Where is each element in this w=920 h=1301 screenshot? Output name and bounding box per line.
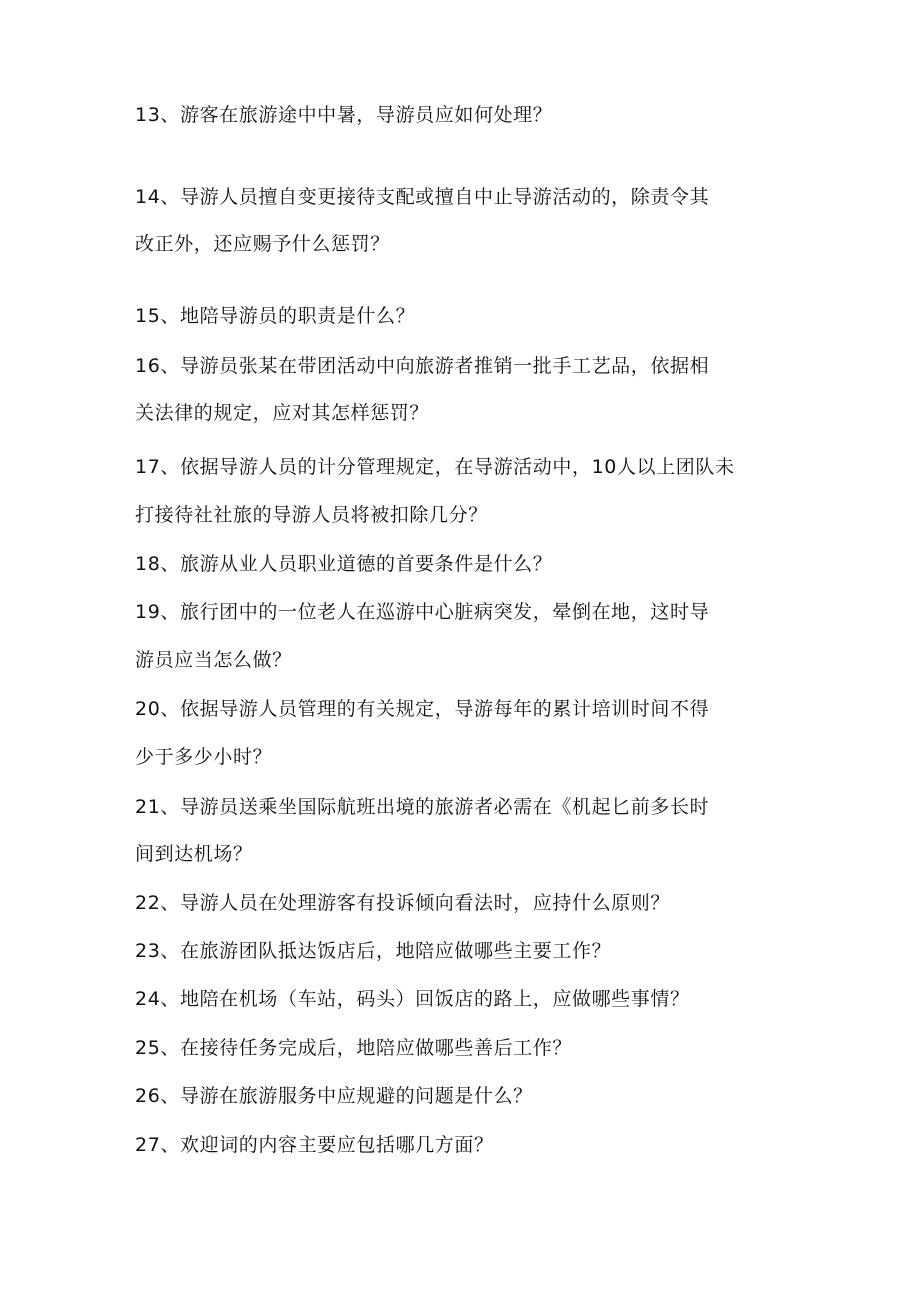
- question-19-line-2: 游员应当怎么做？: [135, 649, 292, 671]
- question-22: 22、导游人员在处理游客有投诉倾向看法时，应持什么原则？: [135, 892, 670, 914]
- question-23: 23、在旅游团队抵达饭店后，地陪应做哪些主要工作？: [135, 940, 612, 962]
- question-14-line-2: 改正外，还应赐予什么惩罚？: [135, 233, 390, 255]
- question-19-line-1: 19、旅行团中的一位老人在巡游中心脏病突发，晕倒在地，这时导: [135, 601, 710, 623]
- question-17-line-1: 17、依据导游人员的计分管理规定，在导游活动中，10人以上团队未: [135, 456, 735, 478]
- question-20-line-1: 20、依据导游人员管理的有关规定，导游每年的累计培训时间不得: [135, 698, 710, 720]
- question-17-line-2: 打接待社社旅的导游人员将被扣除几分？: [135, 504, 488, 526]
- question-27: 27、欢迎词的内容主要应包括哪几方面？: [135, 1134, 494, 1156]
- question-18: 18、旅游从业人员职业道德的首要条件是什么？: [135, 553, 553, 575]
- question-16-line-2: 关法律的规定，应对其怎样惩罚？: [135, 402, 430, 424]
- question-21-line-1: 21、导游员送乘坐国际航班出境的旅游者必需在《机起匕前多长时: [135, 796, 710, 818]
- question-26: 26、导游在旅游服务中应规避的问题是什么？: [135, 1085, 533, 1107]
- question-25: 25、在接待任务完成后，地陪应做哪些善后工作？: [135, 1037, 572, 1059]
- question-20-line-2: 少于多少小时？: [135, 746, 273, 768]
- question-13: 13、游客在旅游途中中暑，导游员应如何处理？: [135, 104, 553, 126]
- question-21-line-2: 间到达机场？: [135, 843, 253, 865]
- question-15: 15、地陪导游员的职责是什么？: [135, 305, 416, 327]
- question-14-line-1: 14、导游人员擅自变更接待支配或擅自中止导游活动的，除责令其: [135, 186, 710, 208]
- question-16-line-1: 16、导游员张某在带团活动中向旅游者推销一批手工艺品，依据相: [135, 355, 710, 377]
- question-24: 24、地陪在机场（车站，码头）回饭店的路上，应做哪些事情？: [135, 988, 690, 1010]
